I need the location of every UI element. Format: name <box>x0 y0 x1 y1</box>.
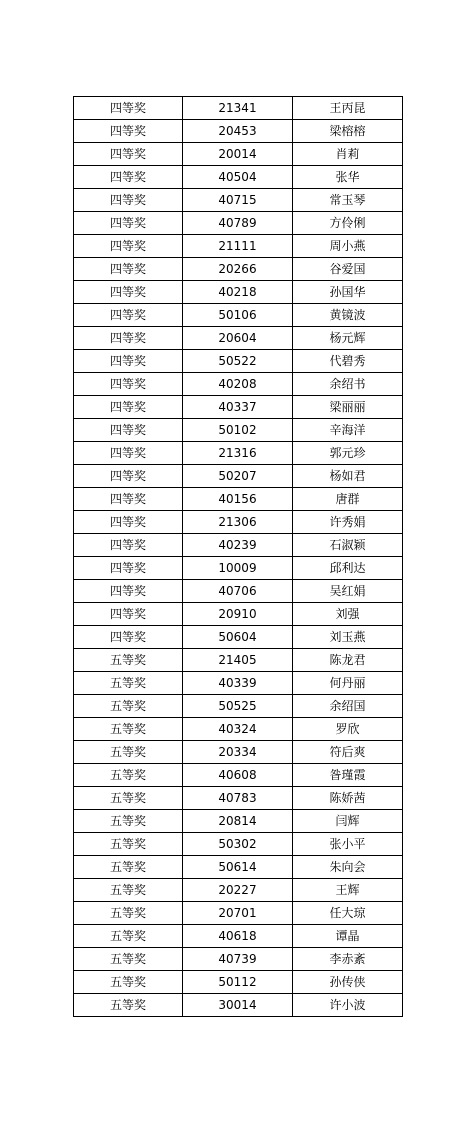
name-cell: 孙传侠 <box>293 971 403 994</box>
table-row <box>74 948 403 971</box>
prize-cell: 五等奖 <box>74 856 183 879</box>
code-cell: 40208 <box>183 373 293 396</box>
prize-cell: 五等奖 <box>74 695 183 718</box>
code-cell: 50302 <box>183 833 293 856</box>
name-cell: 梁榕榕 <box>293 120 403 143</box>
prize-cell: 四等奖 <box>74 626 183 649</box>
code-cell: 30014 <box>183 994 293 1017</box>
table-row <box>74 534 403 557</box>
prize-cell: 五等奖 <box>74 787 183 810</box>
prize-cell: 四等奖 <box>74 235 183 258</box>
name-cell: 孙国华 <box>293 281 403 304</box>
name-cell: 任大琼 <box>293 902 403 925</box>
name-cell: 郭元珍 <box>293 442 403 465</box>
table-row <box>74 442 403 465</box>
prize-cell: 四等奖 <box>74 511 183 534</box>
table-row <box>74 971 403 994</box>
prize-cell: 四等奖 <box>74 350 183 373</box>
prize-cell: 五等奖 <box>74 948 183 971</box>
code-cell: 20604 <box>183 327 293 350</box>
name-cell: 李赤紊 <box>293 948 403 971</box>
name-cell: 陈龙君 <box>293 649 403 672</box>
table-row <box>74 327 403 350</box>
table-row <box>74 695 403 718</box>
name-cell: 王辉 <box>293 879 403 902</box>
name-cell: 何丹丽 <box>293 672 403 695</box>
table-row <box>74 258 403 281</box>
table-row <box>74 281 403 304</box>
prize-cell: 五等奖 <box>74 649 183 672</box>
code-cell: 50106 <box>183 304 293 327</box>
name-cell: 余绍书 <box>293 373 403 396</box>
prize-cell: 四等奖 <box>74 396 183 419</box>
prize-cell: 五等奖 <box>74 994 183 1017</box>
name-cell: 黄镜波 <box>293 304 403 327</box>
code-cell: 50102 <box>183 419 293 442</box>
code-cell: 40324 <box>183 718 293 741</box>
table-row <box>74 810 403 833</box>
table-row <box>74 764 403 787</box>
code-cell: 50522 <box>183 350 293 373</box>
table-row <box>74 718 403 741</box>
name-cell: 杨如君 <box>293 465 403 488</box>
table-row <box>74 97 403 120</box>
code-cell: 40739 <box>183 948 293 971</box>
name-cell: 张华 <box>293 166 403 189</box>
code-cell: 21405 <box>183 649 293 672</box>
code-cell: 40339 <box>183 672 293 695</box>
code-cell: 21316 <box>183 442 293 465</box>
prize-cell: 五等奖 <box>74 741 183 764</box>
code-cell: 10009 <box>183 557 293 580</box>
table-row <box>74 649 403 672</box>
table-row <box>74 879 403 902</box>
prize-cell: 五等奖 <box>74 971 183 994</box>
code-cell: 50112 <box>183 971 293 994</box>
name-cell: 王丙昆 <box>293 97 403 120</box>
name-cell: 符后爽 <box>293 741 403 764</box>
name-cell: 朱向会 <box>293 856 403 879</box>
table-row <box>74 465 403 488</box>
name-cell: 刘强 <box>293 603 403 626</box>
award-table-body <box>74 97 403 1017</box>
prize-cell: 四等奖 <box>74 419 183 442</box>
name-cell: 代碧秀 <box>293 350 403 373</box>
prize-cell: 五等奖 <box>74 902 183 925</box>
name-cell: 谭晶 <box>293 925 403 948</box>
name-cell: 杨元辉 <box>293 327 403 350</box>
name-cell: 邱利达 <box>293 557 403 580</box>
prize-cell: 五等奖 <box>74 764 183 787</box>
code-cell: 21306 <box>183 511 293 534</box>
table-row <box>74 902 403 925</box>
prize-cell: 四等奖 <box>74 534 183 557</box>
table-row <box>74 350 403 373</box>
name-cell: 肖莉 <box>293 143 403 166</box>
code-cell: 20227 <box>183 879 293 902</box>
award-table <box>73 96 403 1017</box>
code-cell: 50604 <box>183 626 293 649</box>
name-cell: 昝瑾霞 <box>293 764 403 787</box>
code-cell: 20910 <box>183 603 293 626</box>
name-cell: 许秀娟 <box>293 511 403 534</box>
prize-cell: 四等奖 <box>74 557 183 580</box>
code-cell: 40789 <box>183 212 293 235</box>
prize-cell: 四等奖 <box>74 580 183 603</box>
prize-cell: 四等奖 <box>74 603 183 626</box>
table-row <box>74 557 403 580</box>
table-row <box>74 419 403 442</box>
table-row <box>74 833 403 856</box>
code-cell: 50525 <box>183 695 293 718</box>
prize-cell: 五等奖 <box>74 833 183 856</box>
prize-cell: 四等奖 <box>74 258 183 281</box>
table-row <box>74 189 403 212</box>
table-row <box>74 741 403 764</box>
table-row <box>74 787 403 810</box>
prize-cell: 四等奖 <box>74 143 183 166</box>
code-cell: 20453 <box>183 120 293 143</box>
name-cell: 梁丽丽 <box>293 396 403 419</box>
table-row <box>74 373 403 396</box>
name-cell: 罗欣 <box>293 718 403 741</box>
code-cell: 50614 <box>183 856 293 879</box>
table-row <box>74 166 403 189</box>
table-row <box>74 603 403 626</box>
table-row <box>74 580 403 603</box>
table-row <box>74 626 403 649</box>
prize-cell: 四等奖 <box>74 97 183 120</box>
prize-cell: 四等奖 <box>74 442 183 465</box>
code-cell: 40504 <box>183 166 293 189</box>
prize-cell: 五等奖 <box>74 879 183 902</box>
table-row <box>74 304 403 327</box>
code-cell: 21111 <box>183 235 293 258</box>
name-cell: 陈娇茜 <box>293 787 403 810</box>
code-cell: 50207 <box>183 465 293 488</box>
code-cell: 40706 <box>183 580 293 603</box>
prize-cell: 五等奖 <box>74 925 183 948</box>
table-row <box>74 235 403 258</box>
name-cell: 谷爱国 <box>293 258 403 281</box>
name-cell: 方伶俐 <box>293 212 403 235</box>
prize-cell: 五等奖 <box>74 810 183 833</box>
prize-cell: 四等奖 <box>74 304 183 327</box>
name-cell: 唐群 <box>293 488 403 511</box>
prize-cell: 四等奖 <box>74 281 183 304</box>
prize-cell: 四等奖 <box>74 327 183 350</box>
name-cell: 吴红娟 <box>293 580 403 603</box>
prize-cell: 四等奖 <box>74 120 183 143</box>
name-cell: 张小平 <box>293 833 403 856</box>
prize-cell: 四等奖 <box>74 465 183 488</box>
name-cell: 余绍国 <box>293 695 403 718</box>
name-cell: 刘玉燕 <box>293 626 403 649</box>
table-row <box>74 994 403 1017</box>
table-row <box>74 120 403 143</box>
table-row <box>74 511 403 534</box>
code-cell: 20701 <box>183 902 293 925</box>
prize-cell: 四等奖 <box>74 212 183 235</box>
table-row <box>74 396 403 419</box>
prize-cell: 四等奖 <box>74 166 183 189</box>
table-row <box>74 212 403 235</box>
code-cell: 40239 <box>183 534 293 557</box>
code-cell: 20334 <box>183 741 293 764</box>
table-row <box>74 488 403 511</box>
code-cell: 20814 <box>183 810 293 833</box>
code-cell: 40337 <box>183 396 293 419</box>
code-cell: 40618 <box>183 925 293 948</box>
code-cell: 40608 <box>183 764 293 787</box>
name-cell: 石淑颖 <box>293 534 403 557</box>
table-row <box>74 925 403 948</box>
table-row <box>74 143 403 166</box>
name-cell: 许小波 <box>293 994 403 1017</box>
name-cell: 辛海洋 <box>293 419 403 442</box>
prize-cell: 四等奖 <box>74 189 183 212</box>
table-row <box>74 672 403 695</box>
name-cell: 闫辉 <box>293 810 403 833</box>
code-cell: 40783 <box>183 787 293 810</box>
name-cell: 常玉琴 <box>293 189 403 212</box>
prize-cell: 五等奖 <box>74 672 183 695</box>
table-row <box>74 856 403 879</box>
prize-cell: 五等奖 <box>74 718 183 741</box>
code-cell: 20266 <box>183 258 293 281</box>
code-cell: 40156 <box>183 488 293 511</box>
prize-cell: 四等奖 <box>74 488 183 511</box>
name-cell: 周小燕 <box>293 235 403 258</box>
code-cell: 20014 <box>183 143 293 166</box>
code-cell: 40218 <box>183 281 293 304</box>
code-cell: 40715 <box>183 189 293 212</box>
code-cell: 21341 <box>183 97 293 120</box>
prize-cell: 四等奖 <box>74 373 183 396</box>
